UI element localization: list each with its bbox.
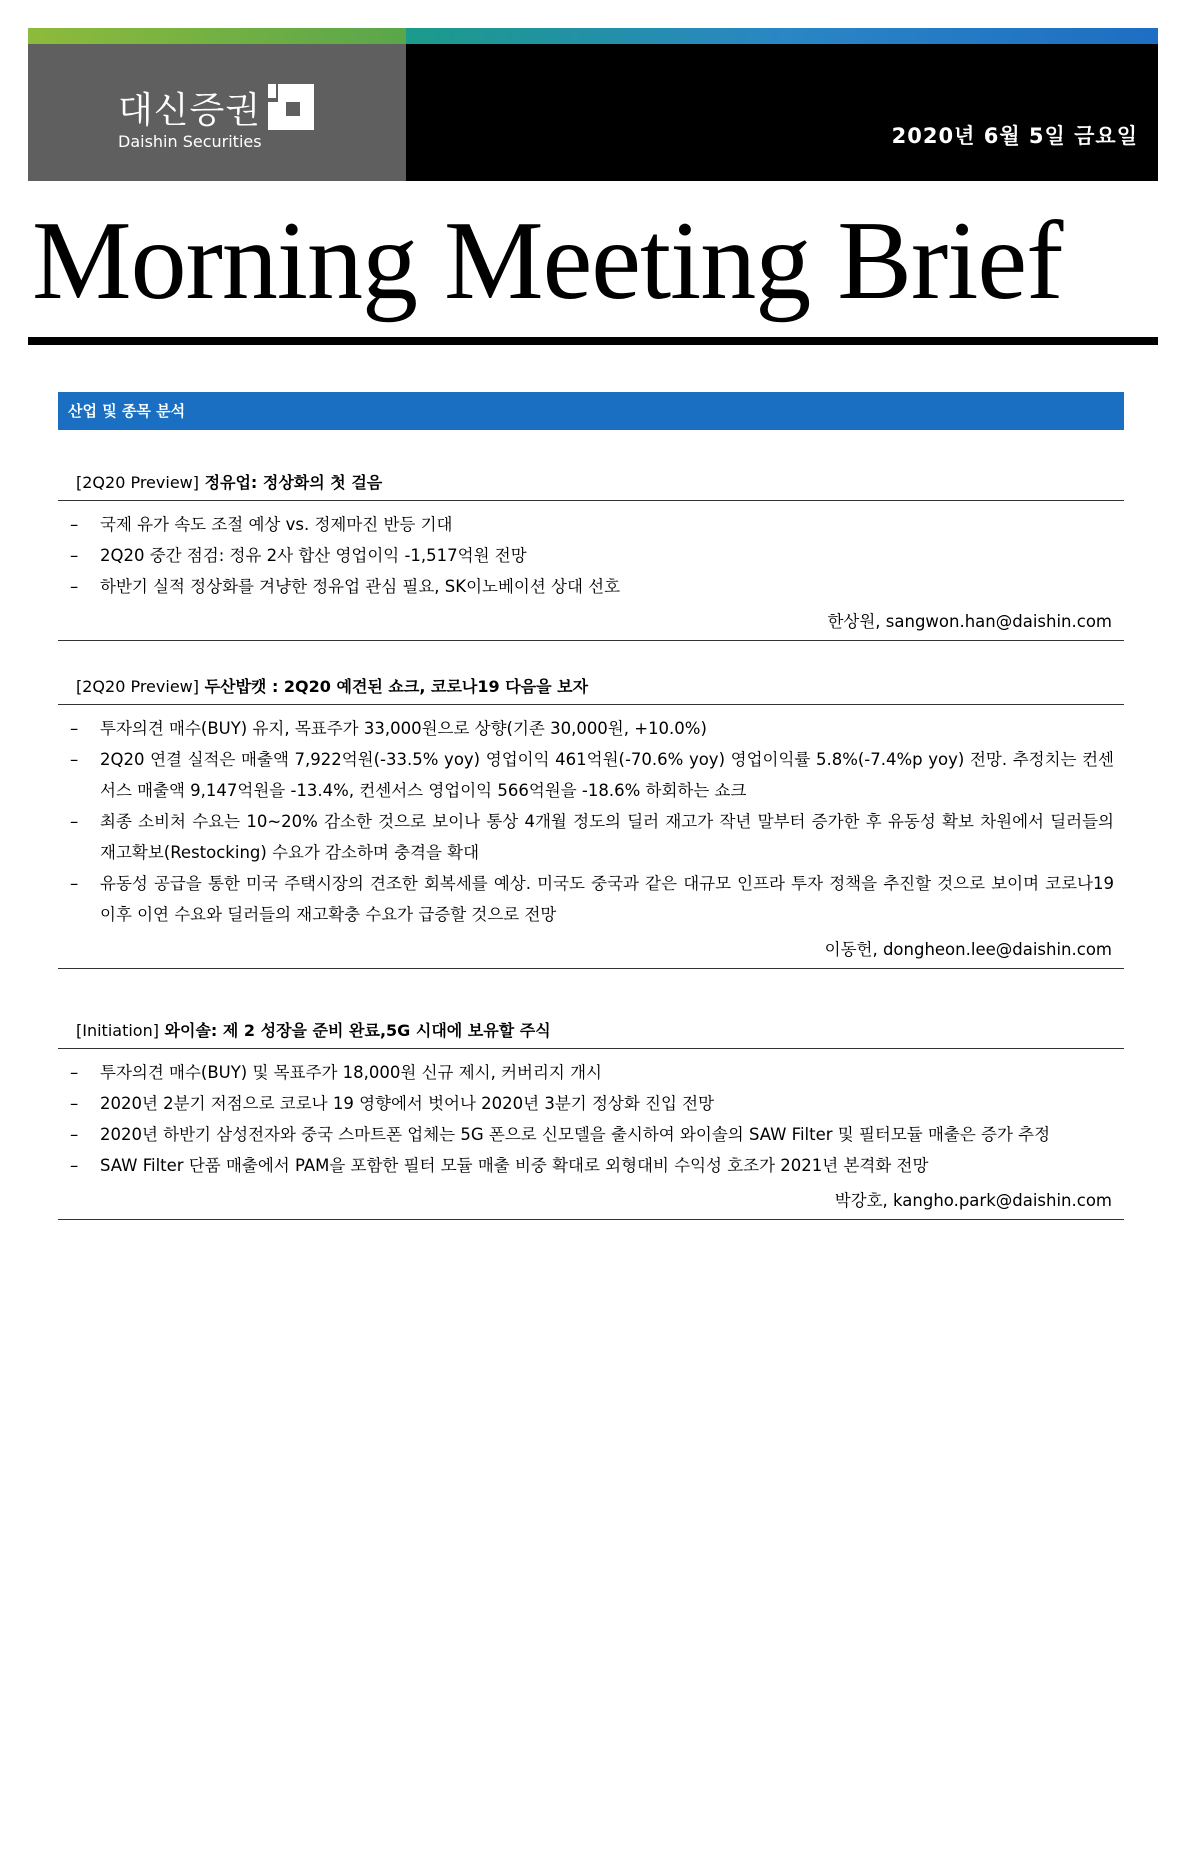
list-item: – 2020년 2분기 저점으로 코로나 19 영향에서 벗어나 2020년 3분기 정상화 진입 전망 — [58, 1088, 1124, 1119]
article-bullets — [58, 509, 1124, 602]
article-title: 와이솔: 제 2 성장을 준비 완료,5G 시대에 보유할 주식 — [164, 1021, 551, 1040]
article-title: 정유업: 정상화의 첫 걸음 — [204, 473, 383, 492]
article-title-row — [58, 1020, 1124, 1049]
list-item: – 최종 소비처 수요는 10~20% 감소한 것으로 보이나 통상 4개월 정도의 딜러 재고가 작년 말부터 증가한 후 유동성 확보 차원에서 딜러들의 재고확보(Restocking) 수요가 감소하며 충격을 확대 — [58, 806, 1124, 868]
article-bullets — [58, 1057, 1124, 1181]
list-item: – 국제 유가 속도 조절 예상 vs. 정제마진 반등 기대 — [58, 509, 1124, 540]
section-title: 산업 및 종목 분석 — [68, 402, 186, 420]
header-band-blue — [406, 28, 1158, 44]
article-tag: [2Q20 Preview] — [76, 473, 199, 492]
logo-korean-text: 대신증권 — [118, 90, 262, 131]
title-divider — [28, 337, 1158, 345]
article-doosan-bobcat — [58, 676, 1124, 969]
daishin-logo-icon — [264, 80, 318, 134]
article-title-row — [58, 676, 1124, 705]
list-item: – 2020년 하반기 삼성전자와 중국 스마트폰 업체는 5G 폰으로 신모델을 출시하여 와이솔의 SAW Filter 및 필터모듈 매출은 증가 추정 — [58, 1119, 1124, 1150]
publication-date: 2020년 6월 5일 금요일 — [891, 124, 1138, 148]
logo — [28, 44, 406, 181]
article-tag: [Initiation] — [76, 1021, 159, 1040]
list-item: – 2Q20 연결 실적은 매출액 7,922억원(-33.5% yoy) 영업이익 461억원(-70.6% yoy) 영업이익률 5.8%(-7.4%p yoy) 전망. 추정치는 컨센서스 매출액 9,147억원을 -13.4%, 컨센서스 영업이익 566억원을 -18.6% 하회하는 쇼크 — [58, 744, 1124, 806]
list-item: – SAW Filter 단품 매출에서 PAM을 포함한 필터 모듈 매출 비중 확대로 외형대비 수익성 호조가 2021년 본격화 전망 — [58, 1150, 1124, 1181]
article-bullets — [58, 713, 1124, 930]
article-title: 두산밥캣 : 2Q20 예견된 쇼크, 코로나19 다음을 보자 — [204, 677, 589, 696]
list-item: – 하반기 실적 정상화를 겨냥한 정유업 관심 필요, SK이노베이션 상대 선호 — [58, 571, 1124, 602]
list-item: – 2Q20 중간 점검: 정유 2사 합산 영업이익 -1,517억원 전망 — [58, 540, 1124, 571]
article-wisol — [58, 1020, 1124, 1220]
article-author: 이동헌, dongheon.lee@daishin.com — [58, 938, 1124, 969]
logo-english-text: Daishin Securities — [118, 132, 262, 151]
list-item: – 투자의견 매수(BUY) 및 목표주가 18,000원 신규 제시, 커버리지 개시 — [58, 1057, 1124, 1088]
article-author: 한상원, sangwon.han@daishin.com — [58, 610, 1124, 641]
article-oil-refining — [58, 472, 1124, 641]
list-item: – 유동성 공급을 통한 미국 주택시장의 견조한 회복세를 예상. 미국도 중국과 같은 대규모 인프라 투자 정책을 추진할 것으로 보이며 코로나19 이후 이연 수요와 딜러들의 재고확충 수요가 급증할 것으로 전망 — [58, 868, 1124, 930]
article-title-row — [58, 472, 1124, 501]
header-band-green — [28, 28, 406, 44]
date-panel — [406, 44, 1158, 181]
header-color-band — [28, 28, 1158, 44]
section-header — [58, 392, 1124, 430]
list-item: – 투자의견 매수(BUY) 유지, 목표주가 33,000원으로 상향(기존 30,000원, +10.0%) — [58, 713, 1124, 744]
header — [28, 44, 1158, 181]
page-title: Morning Meeting Brief — [32, 199, 1063, 323]
article-author: 박강호, kangho.park@daishin.com — [58, 1189, 1124, 1220]
article-tag: [2Q20 Preview] — [76, 677, 199, 696]
